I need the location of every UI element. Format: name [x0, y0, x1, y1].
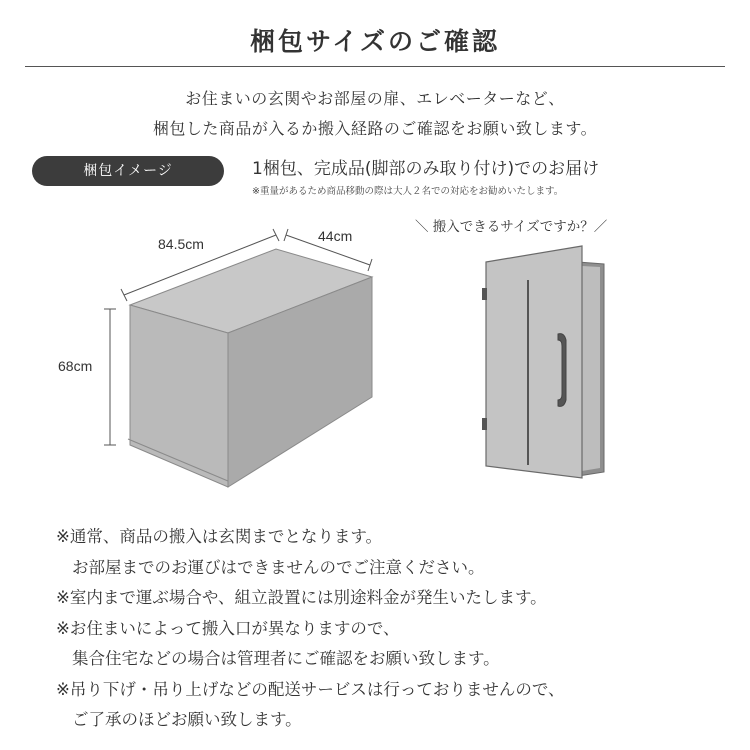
package-image-badge: 梱包イメージ [32, 156, 224, 186]
door-panel [486, 246, 582, 478]
page-title: 梱包サイズのご確認 [249, 27, 500, 56]
note-line: ※お住まいによって搬入口が異なりますので、 [56, 618, 400, 638]
note-line: 集合住宅などの場合は管理者にご確認をお願い致します。 [72, 649, 500, 668]
package-note: ※重量があるため商品移動の際は大人２名での対応をお勧めいたします。 [252, 186, 564, 197]
note-line: ※室内まで運ぶ場合や、組立設置には別途料金が発生いたします。 [56, 588, 547, 607]
depth-label: 44cm [318, 228, 353, 244]
height-dimension-line [104, 309, 116, 445]
door-illustration [478, 240, 613, 485]
intro-text [0, 84, 750, 144]
note-line: ※通常、商品の搬入は玄関までとなります。 [56, 527, 383, 546]
door-frame-inner [582, 266, 600, 471]
note-line: ※吊り下げ・吊り上げなどの配送サービスは行っておりませんので、 [56, 679, 565, 699]
notes-list [56, 522, 565, 736]
intro-line: お住まいの玄関やお部屋の扉、エレベーターなど、 [185, 89, 565, 108]
intro-line: 梱包した商品が入るか搬入経路のご確認をお願い致します。 [152, 119, 598, 138]
note-line: ご了承のほどお願い致します。 [72, 710, 302, 729]
width-label: 84.5cm [158, 236, 204, 252]
package-headline: 1梱包、完成品(脚部のみ取り付け)でのお届け [252, 159, 600, 179]
title-divider [25, 66, 725, 67]
hinge-icon [482, 418, 487, 430]
hinge-icon [482, 288, 487, 300]
package-box-illustration [100, 225, 390, 495]
box-front-face [130, 305, 228, 487]
note-line: お部屋までのお運びはできませんのでご注意ください。 [72, 557, 485, 577]
height-label: 68cm [58, 358, 93, 374]
door-caption: ＼ 搬入できるサイズですか？／ [415, 219, 608, 235]
